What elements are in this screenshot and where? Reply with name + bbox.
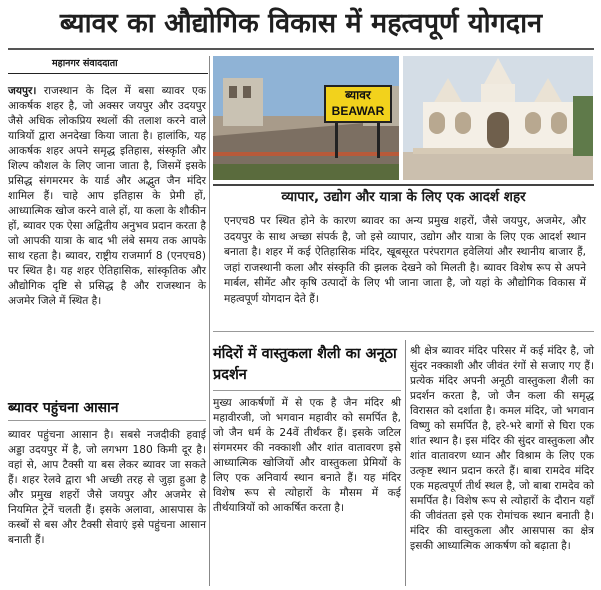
intro-article — [8, 84, 206, 309]
intro-text: राजस्थान के दिल में बसा ब्यावर एक आकर्षक शहर है, जो अक्सर जयपुर और उदयपुर जैसे अधिक लोकप्रिय स्थलों की तलाश करने वाले यात्रियों द्वारा अनदेखा किया जाता है। हालांकि, यह आकर्षक शहर अपने समृद्ध इतिहास, संस्कृति और शिल्प कौशल के लिए जाना जाता है, जिसमें इसके प्रसिद्ध संगमरमर के यार्ड और अद्भुत जैन मंदिर शामिल हैं। चाहे आप इतिहास के प्रेमी हों, आध्यात्मिक खोज करने वाले हों, या कला के शौकीन हों, ब्यावर एक ऐसा अद्वितीय अनुभव प्रदान करता है जो आपकी यात्रा के बाद भी लंबे समय तक आपके साथ रहता है। ब्यावर, राष्ट्रीय राजमार्ग 8 (एनएच8) पर स्थित है। यह शहर ऐतिहासिक, सांस्कृतिक और औद्योगिक दृष्टि से प्रसिद्ध है और राजस्थान के अजमेर जिले में स्थित है। — [8, 85, 206, 307]
section2-para1: मुख्य आकर्षणों में से एक है जैन मंदिर श्री महावीरजी, जो भगवान महावीर को समर्पित है, जो जैन धर्म के 24वें तीर्थंकर हैं। इसके जटिल संगमरमर की नक्काशी और शांत वातावरण इसे आध्यात्मिक खोजियों और वास्तुकला प्रेमियों के लिए एक अनिवार्य स्थान बनाते हैं। यह मंदिर विशेष रूप से त्योहारों के मौसम में कई तीर्थयात्रियों को आकर्षित करता है। — [213, 397, 401, 514]
dateline: जयपुर। — [8, 85, 37, 97]
sign-hindi: ब्यावर — [345, 88, 371, 102]
section2-rule — [213, 390, 401, 391]
section2-title: मंदिरों में वास्तुकला शैली का अनूठा प्रदर्शन — [213, 346, 397, 383]
section1-text: ब्यावर पहुंचना आसान है। सबसे नजदीकी हवाई अड्डा उदयपुर में है, जो लगभग 180 किमी दूर है। वहां से, आप टैक्सी या बस लेकर ब्यावर जा सकते हैं। शहर रेलवे द्वारा भी अच्छी तरह से जुड़ा हुआ है और प्रमुख शहरों जैसे जयपुर और अजमेर से नियमित ट्रेनें चलती हैं। इसके अलावा, आसपास के कस्बों से बस और टैक्सी सेवाएं इसे पहुंचना आसान बनाती हैं। — [8, 429, 206, 546]
station-photo — [213, 56, 399, 180]
column-divider-1 — [209, 56, 210, 586]
section2-text — [213, 396, 401, 516]
box-text: एनएच8 पर स्थित होने के कारण ब्यावर का अन्य प्रमुख शहरों, जैसे जयपुर, अजमेर, और उदयपुर के साथ अच्छा संपर्क है, जो इसे व्यापार, उद्योग और यात्रा के लिए एक आदर्श स्थान बनाता है। शहर में कई ऐतिहासिक मंदिर, खूबसूरत परंपरागत हवेलियां और स्थानीय बाजार हैं, जहां राजस्थानी कला और संस्कृति की झलक देखने को मिलती है। ब्यावर विशेष रूप से अपने मार्बल, सीमेंट और कृषि उत्पादों के लिए भी जाना जाता है, जो यहां के औद्योगिक विकास में महत्वपूर्ण योगदान देते हैं। — [224, 215, 586, 305]
section1-rule — [8, 420, 206, 421]
headline: ब्यावर का औद्योगिक विकास में महत्वपूर्ण योगदान — [59, 8, 543, 39]
section2-continued: श्री क्षेत्र ब्यावर मंदिर परिसर में कई मंदिर है, जो सुंदर नक्काशी और जीवंत रंगों से सजाए गए हैं। प्रत्येक मंदिर अपनी अनूठी वास्तुकला शैली का प्रदर्शन करता है, जो जैन कला की समृद्ध विरासत को दर्शाता है। कमल मंदिर, जो भगवान विष्णु को समर्पित है, हरे-भरे बागों से घिरा एक शांत स्थान है। इस मंदिर की सुंदर वास्तुकला और शांत वातावरण ध्यान और विश्राम के लिए एक उत्कृष्ट स्थान प्रदान करते हैं। बाबा रामदेव मंदिर एक महत्वपूर्ण तीर्थ स्थल है, जो बाबा रामदेव को समर्पित है। विशेष रूप से त्योहारों के दौरान यहाँ की जीवंतता इसे एक रोमांचक स्थान बनाती है। मंदिर की वास्तुकला और आसपास का क्षेत्र इसकी आध्यात्मिक आकर्षण को बढ़ाता है। — [410, 345, 594, 552]
temple-photo — [403, 56, 593, 180]
sign-english: BEAWAR — [331, 104, 385, 118]
column-divider-2 — [405, 340, 406, 586]
byline: महानगर संवाददाता — [8, 56, 208, 74]
box-title: व्यापार, उद्योग और यात्रा के लिए एक आदर्श शहर — [281, 189, 526, 205]
headline-rule — [8, 48, 594, 50]
section1-title: ब्यावर पहुंचना आसान — [8, 400, 119, 416]
